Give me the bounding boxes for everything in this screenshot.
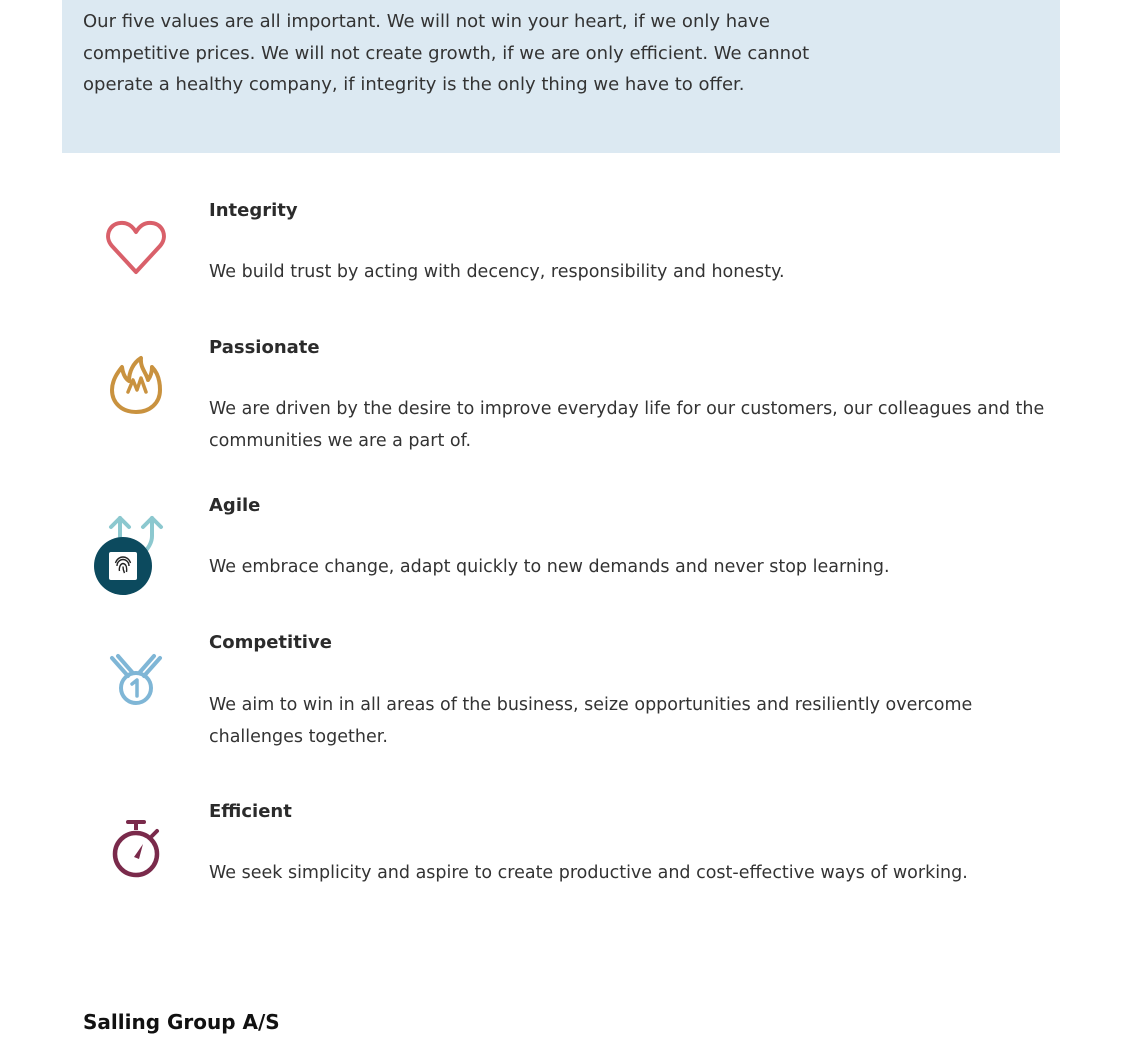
value-title-competitive: Competitive bbox=[209, 632, 332, 653]
value-title-integrity: Integrity bbox=[209, 200, 298, 221]
heart-icon bbox=[100, 212, 172, 284]
value-desc-agile: We embrace change, adapt quickly to new demands and never stop learning. bbox=[209, 557, 890, 577]
footer-company-name: Salling Group A/S bbox=[83, 1010, 280, 1034]
stopwatch-icon bbox=[100, 816, 172, 888]
intro-box bbox=[62, 0, 1060, 153]
value-desc-integrity: We build trust by acting with decency, responsibility and honesty. bbox=[209, 262, 785, 282]
value-desc-efficient: We seek simplicity and aspire to create productive and cost-effective ways of working. bbox=[209, 863, 968, 883]
value-desc-competitive: We aim to win in all areas of the business, seize opportunities and resiliently overcome challenges together. bbox=[209, 695, 973, 747]
intro-text: Our five values are all important. We will not win your heart, if we only have competitive prices. We will not create growth, if we are only efficient. We cannot operate a healthy company, if integrity is the only thing we have to offer. bbox=[83, 11, 810, 95]
value-title-agile: Agile bbox=[209, 495, 261, 516]
value-title-passionate: Passionate bbox=[209, 337, 320, 358]
value-title-efficient: Efficient bbox=[209, 801, 292, 822]
fingerprint-icon bbox=[111, 554, 135, 578]
fingerprint-badge[interactable] bbox=[94, 537, 152, 595]
medal-icon bbox=[100, 648, 172, 720]
value-desc-passionate: We are driven by the desire to improve everyday life for our customers, our colleagues and the communities we are a part of. bbox=[209, 399, 1045, 451]
flame-icon bbox=[100, 350, 172, 422]
